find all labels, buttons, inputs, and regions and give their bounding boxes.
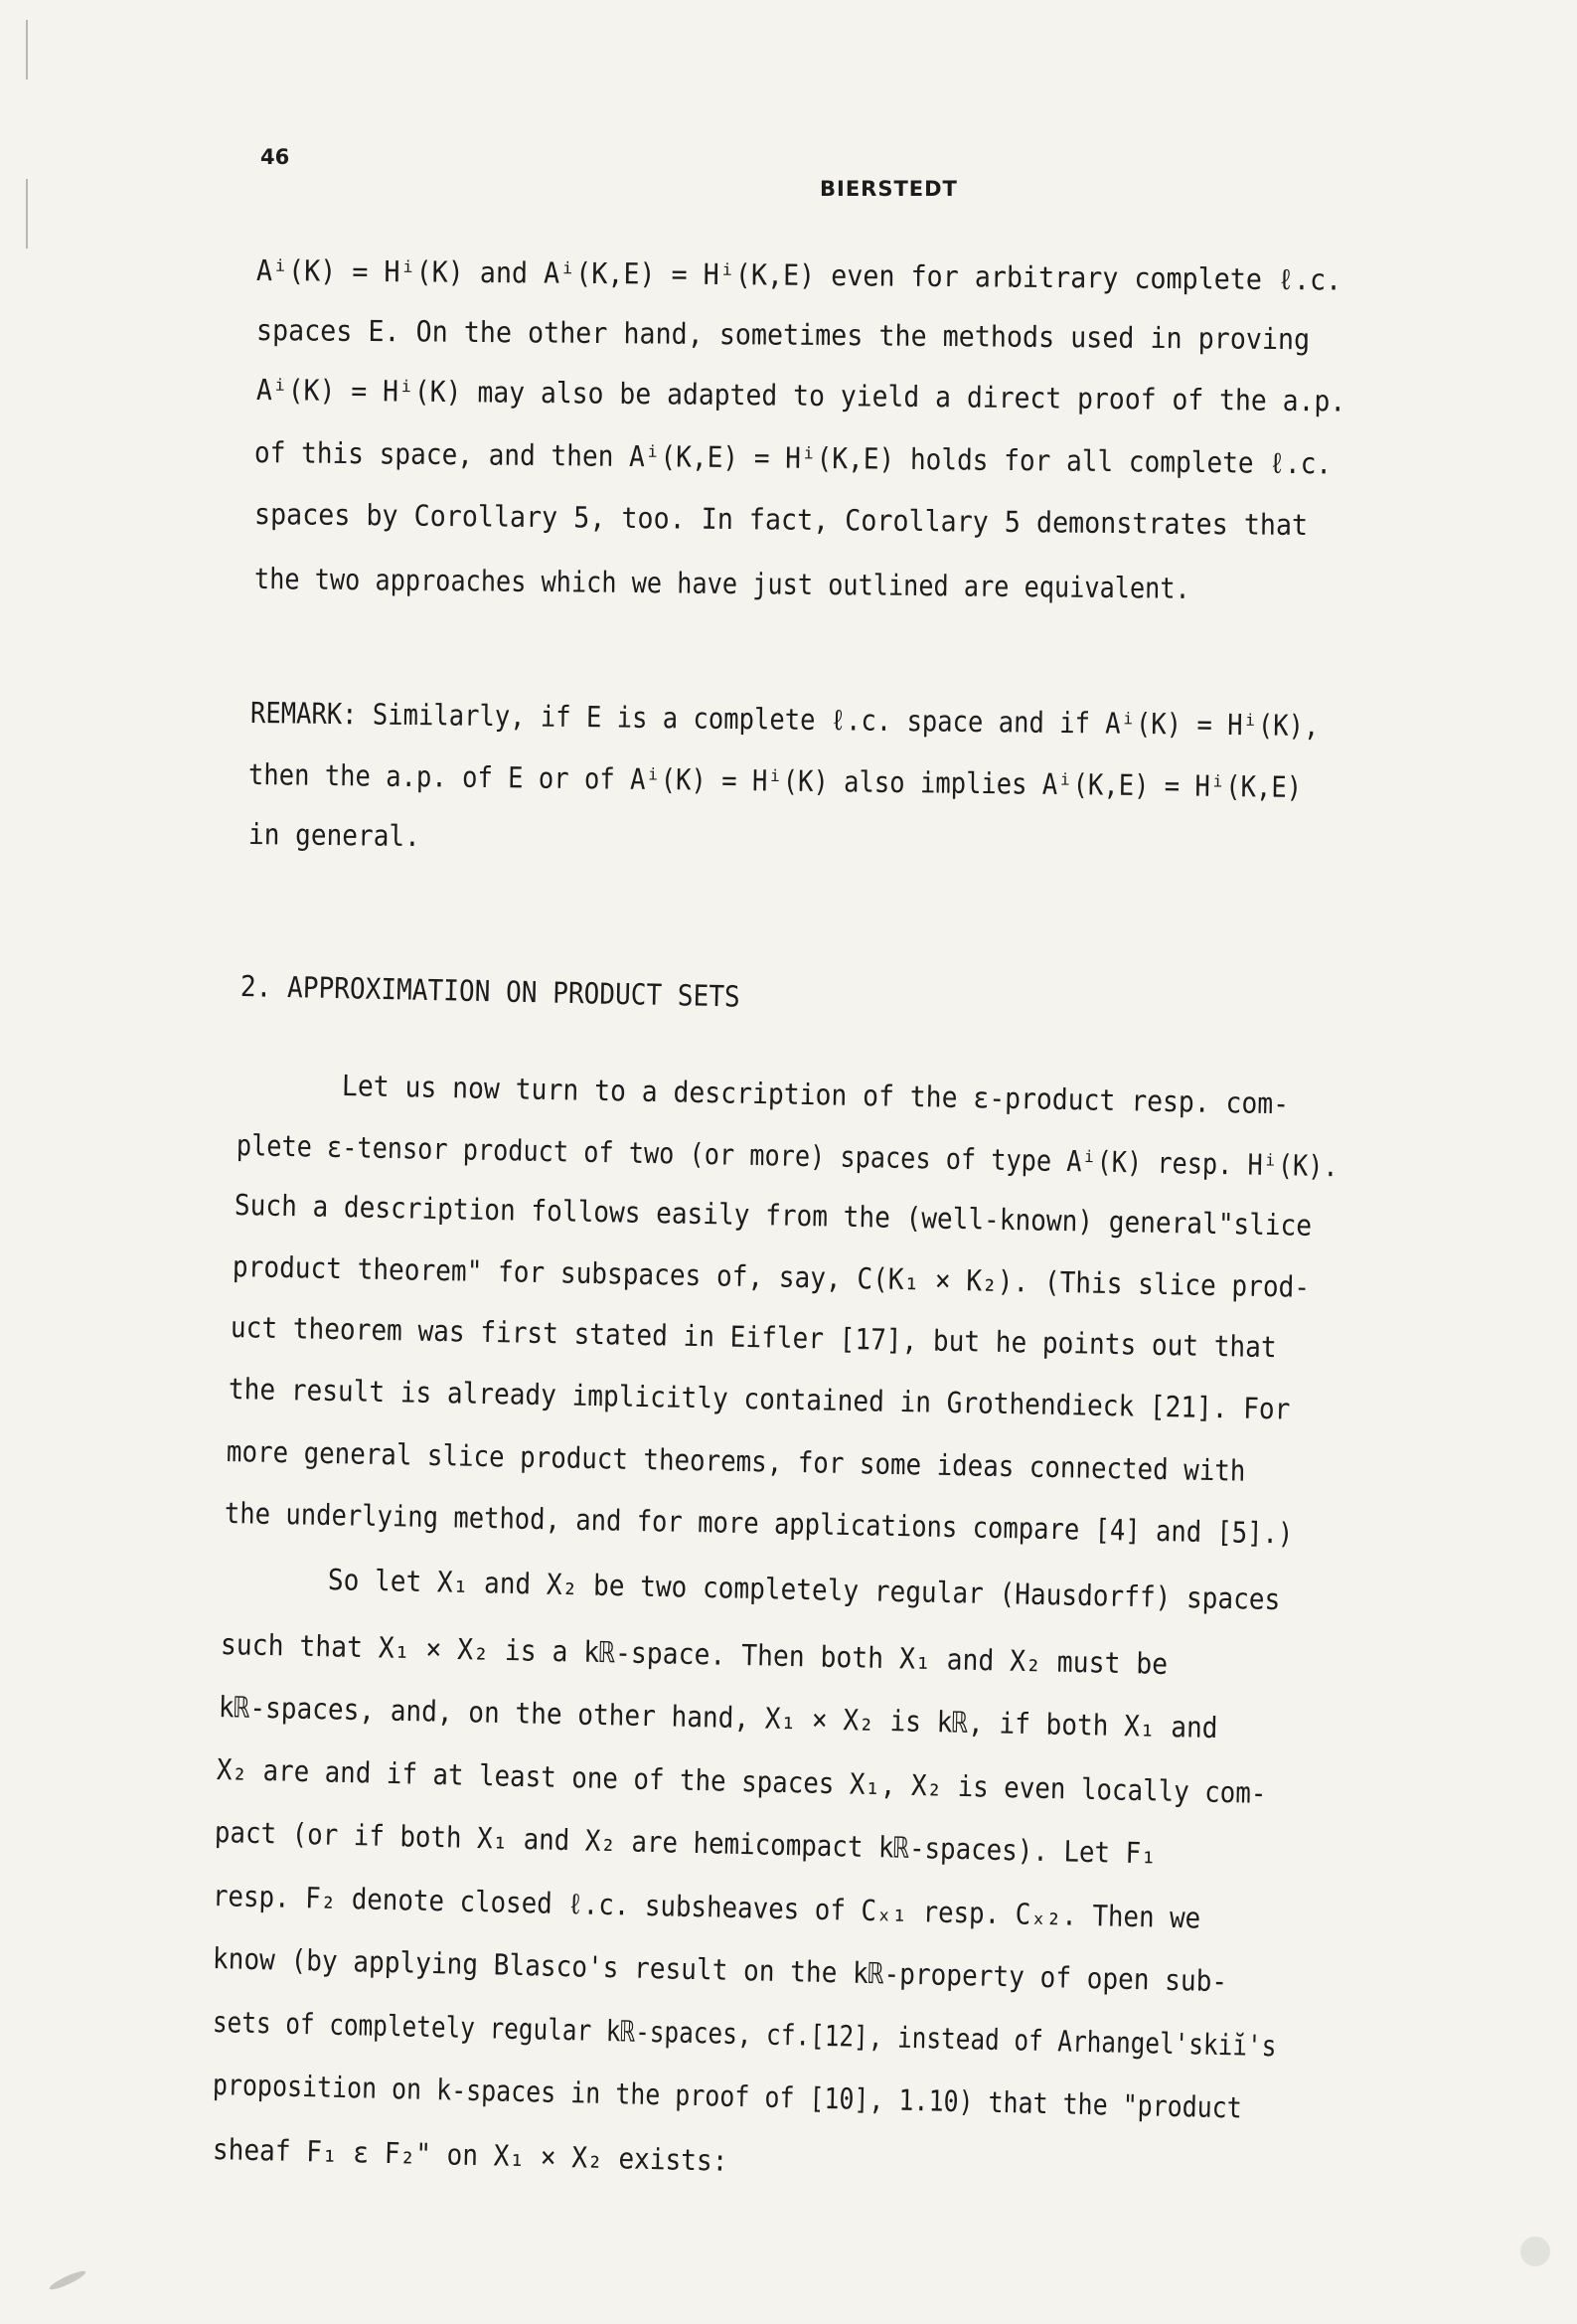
page-number: 46 (260, 145, 290, 169)
body-line: the underlying method, and for more applications compare [4] and [5].) (224, 1496, 1294, 1551)
body-line: the two approaches which we have just outlined are equivalent. (253, 562, 1190, 605)
body-line: spaces E. On the other hand, sometimes the methods used in proving (255, 313, 1311, 357)
body-line: the result is already implicitly contained in Grothendieck [21]. For (228, 1372, 1291, 1426)
body-line: resp. F₂ denote closed ℓ.c. subsheaves of Cₓ₁ resp. Cₓ₂. Then we (212, 1879, 1201, 1935)
body-line: sets of completely regular kℝ-spaces, cf.[12], instead of Arhangel'skiĭ's (212, 2005, 1277, 2064)
body-line: sheaf F₁ ε F₂" on X₁ × X₂ exists: (212, 2132, 728, 2178)
body-line: uct theorem was first stated in Eifler [17], but he points out that (230, 1310, 1277, 1365)
body-line: kℝ-spaces, and, on the other hand, X₁ × X₂ is kℝ, if both X₁ and (218, 1690, 1218, 1745)
remark-line: REMARK: Similarly, if E is a complete ℓ.c. space and if Aⁱ(K) = Hⁱ(K), (249, 696, 1320, 744)
body-line: spaces by Corollary 5, too. In fact, Corollary 5 demonstrates that (253, 497, 1309, 543)
scan-smudge (48, 2268, 87, 2292)
body-line: more general slice product theorems, for some ideas connected with (226, 1434, 1246, 1488)
body-line: Aⁱ(K) = Hⁱ(K) and Aⁱ(K,E) = Hⁱ(K,E) even for arbitrary complete ℓ.c. (255, 253, 1342, 297)
section-heading: 2. APPROXIMATION ON PRODUCT SETS (239, 969, 741, 1014)
scan-edge-mark (26, 179, 28, 249)
remark-line: in general. (247, 817, 421, 854)
body-line: Such a description follows easily from the (well-known) general"slice (234, 1188, 1313, 1243)
body-line: plete ε-tensor product of two (or more) spaces of type Aⁱ(K) resp. Hⁱ(K). (236, 1128, 1339, 1184)
body-line: proposition on k-spaces in the proof of [10], 1.10) that the "product (212, 2068, 1243, 2125)
body-line: Let us now turn to a description of the ε-product resp. com- (341, 1069, 1290, 1121)
remark-line: then the a.p. of E or of Aⁱ(K) = Hⁱ(K) also implies Aⁱ(K,E) = Hⁱ(K,E) (247, 757, 1303, 804)
body-line: such that X₁ × X₂ is a kℝ-space. Then both X₁ and X₂ must be (220, 1627, 1169, 1681)
body-line: pact (or if both X₁ and X₂ are hemicompact kℝ-spaces). Let F₁ (214, 1815, 1158, 1871)
body-line: So let X₁ and X₂ be two completely regular (Hausdorff) spaces (327, 1563, 1281, 1617)
running-header: BIERSTEDT (820, 177, 958, 201)
body-line: know (by applying Blasco's result on the kℝ-property of open sub- (212, 1941, 1228, 1999)
body-line: X₂ are and if at least one of the spaces X₁, X₂ is even locally com- (216, 1752, 1267, 1810)
body-line: Aⁱ(K) = Hⁱ(K) may also be adapted to yield a direct proof of the a.p. (255, 373, 1346, 418)
scan-edge-mark (26, 20, 28, 80)
body-line: of this space, and then Aⁱ(K,E) = Hⁱ(K,E) holds for all complete ℓ.c. (253, 435, 1333, 481)
body-line: product theorem" for subspaces of, say, C(K₁ × K₂). (This slice prod- (232, 1249, 1311, 1304)
scan-smudge (1520, 2237, 1550, 2266)
